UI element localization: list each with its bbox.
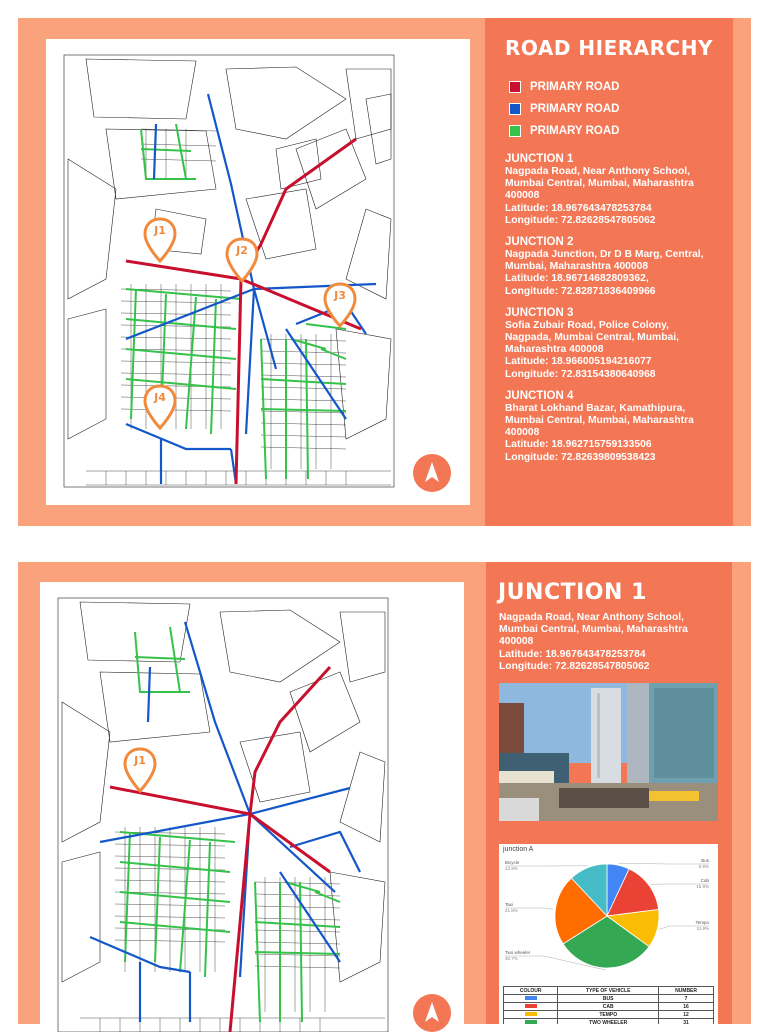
junction-latitude: Latitude: 18.967643478253784 <box>505 203 727 215</box>
junction-1-map[interactable] <box>40 582 464 1032</box>
junction-address: Maharashtra 400008 <box>505 344 727 356</box>
junction-address: 400008 <box>499 636 725 648</box>
pie-slice-label: Taxi <box>505 902 513 907</box>
pie-chart-canvas <box>499 844 718 984</box>
table-row <box>504 1003 714 1011</box>
junction-latitude: Latitude: 18.96714682809362, <box>505 273 727 285</box>
junction-address: Sofia Zubair Road, Police Colony, <box>505 320 727 332</box>
junction-longitude: Longitude: 72.82628547805062 <box>505 215 727 227</box>
junction-address: Nagpada Road, Near Anthony School, <box>499 612 725 624</box>
pin-label: J4 <box>143 391 177 404</box>
road-hierarchy-map[interactable] <box>46 39 470 505</box>
panel-title: JUNCTION 1 <box>498 580 647 605</box>
junction-pin-j4[interactable] <box>143 384 177 430</box>
table-header: TYPE OF VEHICLE <box>558 987 659 995</box>
north-arrow-icon <box>413 454 451 492</box>
pie-slice-label: Bus <box>701 858 710 863</box>
legend-swatch <box>509 103 521 115</box>
vehicle-type-cell: TWO WHEELER <box>558 1019 659 1025</box>
colour-swatch <box>525 1020 537 1024</box>
pie-slice-percent: 6.9% <box>699 864 709 869</box>
junction-1-sidebar <box>486 562 732 1024</box>
junction-latitude: Latitude: 18.966005194216077 <box>505 356 727 368</box>
pie-slice-percent: 15.8% <box>696 884 709 889</box>
legend-swatch <box>509 81 521 93</box>
junction-item <box>505 389 727 464</box>
junction-address: Bharat Lokhand Bazar, Kamathipura, <box>505 403 727 415</box>
table-header-row <box>504 987 714 995</box>
legend-item-blue <box>509 98 619 120</box>
junction-address: Mumbai, Maharashtra 400008 <box>505 261 727 273</box>
colour-swatch <box>525 1004 537 1008</box>
vehicle-count-cell: 7 <box>659 995 714 1003</box>
junction-pin-j1[interactable] <box>143 217 177 263</box>
vehicle-type-cell: CAB <box>558 1003 659 1011</box>
junction-1-panel <box>18 562 751 1024</box>
colour-cell <box>504 1019 558 1025</box>
junction-address: Nagpada Junction, Dr D B Marg, Central, <box>505 249 727 261</box>
junction-address: Mumbai Central, Mumbai, Maharashtra <box>499 624 725 636</box>
junction-info <box>499 612 725 673</box>
junction-pin-j2[interactable] <box>225 237 259 283</box>
table-header: NUMBER <box>659 987 714 995</box>
vehicle-count-cell: 16 <box>659 1003 714 1011</box>
junction-address: Nagpada Road, Near Anthony School, <box>505 166 727 178</box>
table-header: COLOUR <box>504 987 558 995</box>
junction-name: JUNCTION 2 <box>505 235 727 249</box>
legend-item-green <box>509 120 619 142</box>
legend-label: PRIMARY ROAD <box>530 125 619 137</box>
junction-latitude: Latitude: 18.962715759133506 <box>505 439 727 451</box>
pie-slice-percent: 30.7% <box>505 956 518 961</box>
vehicle-count-cell: 31 <box>659 1019 714 1025</box>
junction-address: Mumbai Central, Mumbai, Maharashtra <box>505 415 727 427</box>
pie-leader-line <box>619 863 709 864</box>
road-legend <box>509 76 619 142</box>
legend-item-red <box>509 76 619 98</box>
legend-swatch <box>509 125 521 137</box>
junction-address: Mumbai Central, Mumbai, Maharashtra <box>505 178 727 190</box>
junction-address: 400008 <box>505 427 727 439</box>
junction-item <box>505 235 727 298</box>
chart-title: junction A <box>503 846 533 853</box>
pie-slice-label: Cab <box>701 878 710 883</box>
road-hierarchy-panel <box>18 18 751 526</box>
table-row <box>504 1019 714 1025</box>
map-canvas <box>40 582 464 1032</box>
junction-longitude: Longitude: 72.83154380640968 <box>505 369 727 381</box>
panel-title: ROAD HIERARCHY <box>505 36 713 60</box>
north-arrow-icon <box>413 994 451 1032</box>
junction-latitude: Latitude: 18.967643478253784 <box>499 649 725 661</box>
colour-swatch <box>525 996 537 1000</box>
pin-label: J1 <box>123 754 157 767</box>
junction-longitude: Longitude: 72.82639809538423 <box>505 452 727 464</box>
pin-label: J3 <box>323 289 357 302</box>
junction-name: JUNCTION 3 <box>505 306 727 320</box>
colour-cell <box>504 995 558 1003</box>
pie-slice-label: Bicycle <box>505 860 520 865</box>
junction-name: JUNCTION 1 <box>505 152 727 166</box>
pie-slice-percent: 12.9% <box>505 866 518 871</box>
pin-label: J2 <box>225 244 259 257</box>
pin-label: J1 <box>143 224 177 237</box>
vehicle-type-cell: BUS <box>558 995 659 1003</box>
junction-street-photo <box>499 683 718 821</box>
vehicle-table <box>503 986 714 1024</box>
colour-swatch <box>525 1012 537 1016</box>
colour-cell <box>504 1003 558 1011</box>
pie-slice-percent: 11.9% <box>697 926 709 931</box>
vehicle-type-cell: TEMPO <box>558 1011 659 1019</box>
table-row <box>504 1011 714 1019</box>
junction-pin-j3[interactable] <box>323 282 357 328</box>
legend-label: PRIMARY ROAD <box>530 81 619 93</box>
pie-slice-label: Two wheeler <box>505 950 531 955</box>
junction-list <box>505 152 727 472</box>
colour-cell <box>504 1011 558 1019</box>
vehicle-pie-chart <box>499 844 718 1024</box>
vehicle-count-cell: 12 <box>659 1011 714 1019</box>
junction-address: Nagpada, Mumbai Central, Mumbai, <box>505 332 727 344</box>
table-row <box>504 995 714 1003</box>
junction-item <box>505 152 727 227</box>
junction-name: JUNCTION 4 <box>505 389 727 403</box>
road-hierarchy-sidebar <box>485 18 733 526</box>
pie-slice-percent: 21.8% <box>505 908 518 913</box>
legend-label: PRIMARY ROAD <box>530 103 619 115</box>
junction-pin-j1[interactable] <box>123 747 157 793</box>
junction-address: 400008 <box>505 190 727 202</box>
junction-longitude: Longitude: 72.82628547805062 <box>499 661 725 673</box>
pie-slice-label: Tempo <box>695 920 709 925</box>
junction-item <box>505 306 727 381</box>
junction-longitude: Longitude: 72.82871836409966 <box>505 286 727 298</box>
